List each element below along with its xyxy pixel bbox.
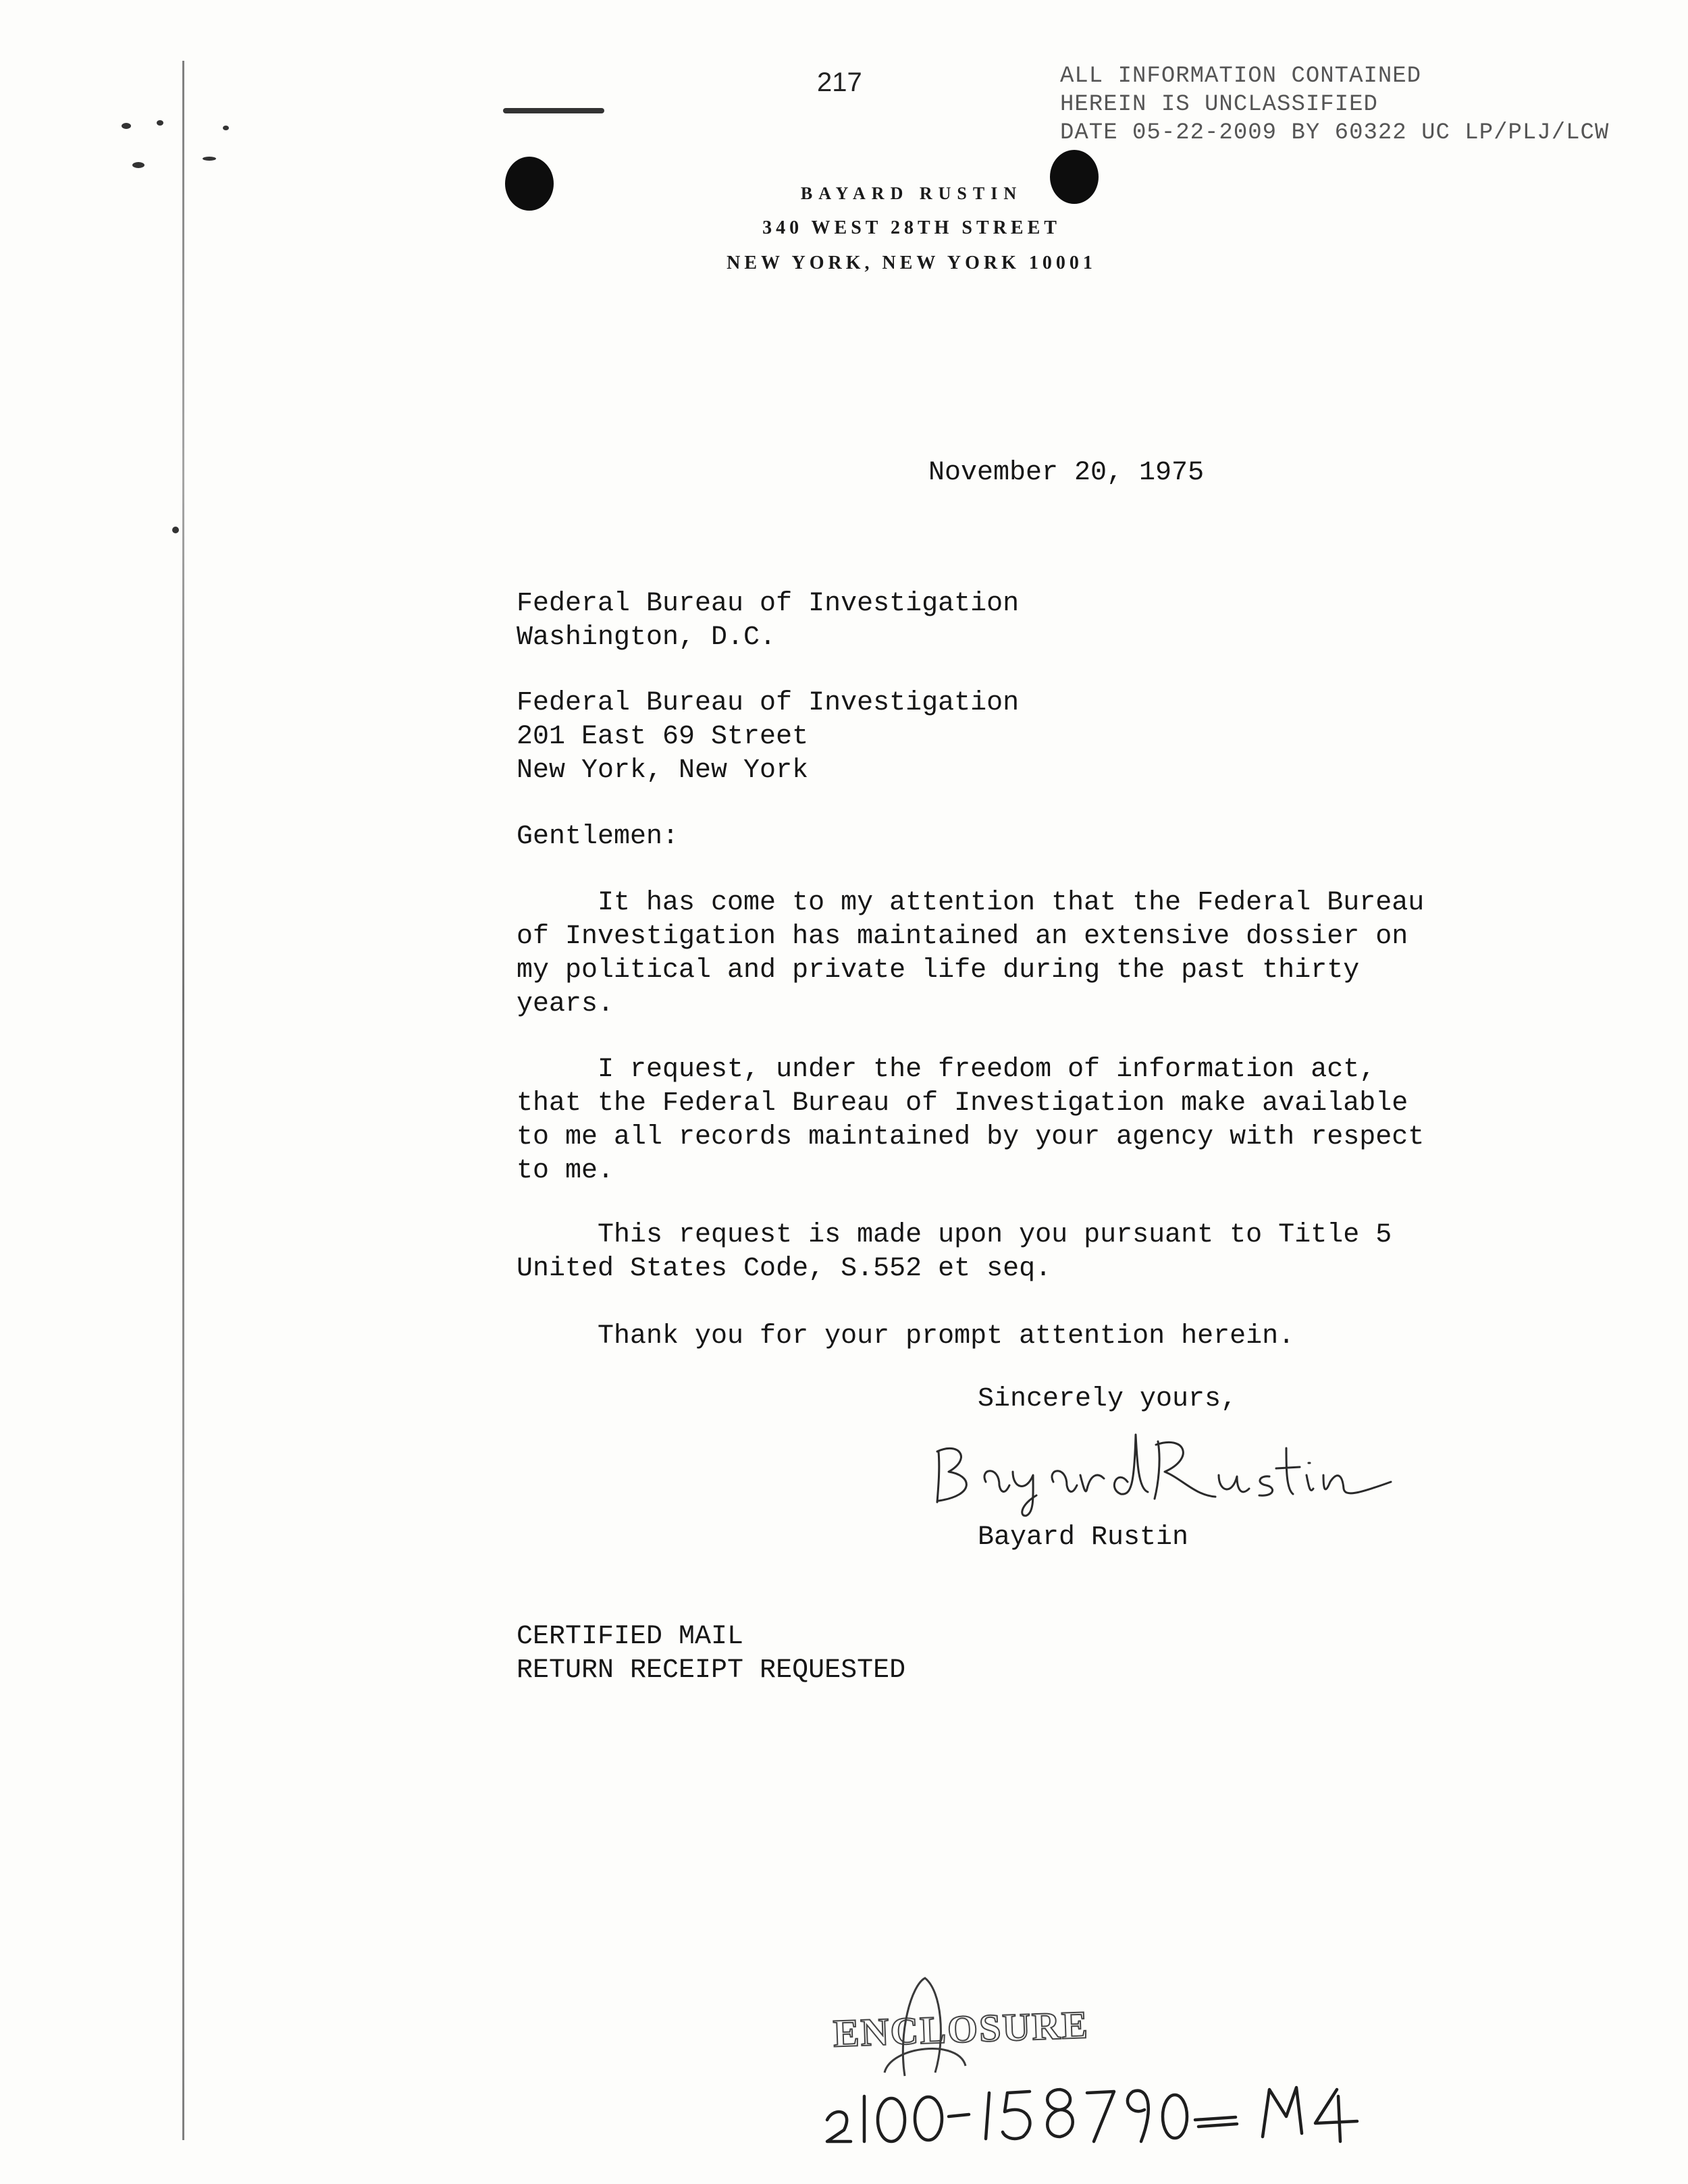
pen-mark	[503, 108, 604, 113]
file-number-stroke	[878, 2098, 905, 2141]
recipient-2-line-3: New York, New York	[517, 755, 809, 786]
scan-speck	[223, 126, 229, 130]
paragraph-2	[517, 1053, 1424, 1188]
scan-speck	[172, 527, 179, 533]
file-number-stroke	[986, 2093, 989, 2139]
file-number-stroke	[915, 2097, 942, 2140]
signature-stroke	[1052, 1471, 1077, 1492]
mailing-line-1: CERTIFIED MAIL	[517, 1622, 744, 1652]
handwritten-signature	[918, 1421, 1431, 1522]
letterhead	[608, 177, 1215, 281]
scan-speck	[157, 120, 163, 126]
paragraph-3-line: United States Code, S.552 et seq.	[517, 1254, 1052, 1284]
signature-stroke	[937, 1448, 966, 1501]
signature-stroke	[1307, 1463, 1313, 1490]
file-number-stroke	[1003, 2092, 1030, 2139]
letterhead-name: BAYARD RUSTIN	[800, 184, 1023, 203]
stamp-line-2: HEREIN IS UNCLASSIFIED	[1060, 92, 1378, 117]
paragraph-1-line: It has come to my attention that the Federal Bureau	[517, 888, 1425, 918]
file-number-stroke	[1047, 2089, 1073, 2137]
signature-stroke	[1276, 1448, 1300, 1494]
signature-stroke	[1114, 1435, 1148, 1494]
file-number-stamp	[824, 1965, 1431, 2154]
paragraph-4	[517, 1320, 1294, 1354]
signer-name: Bayard Rustin	[978, 1522, 1189, 1553]
paragraph-2-line: I request, under the freedom of information act,	[517, 1055, 1376, 1085]
file-number-stroke	[949, 2114, 969, 2116]
file-number-stroke	[1315, 2089, 1357, 2141]
recipient-block-2	[517, 687, 1019, 788]
paragraph-3-line: This request is made upon you pursuant to Title 5	[517, 1220, 1392, 1250]
signature-stroke	[1323, 1475, 1391, 1493]
recipient-1-line-2: Washington, D.C.	[517, 622, 776, 653]
signature-stroke	[1080, 1475, 1104, 1491]
paragraph-2-line: to me all records maintained by your agency with respect	[517, 1122, 1425, 1152]
recipient-2-line-1: Federal Bureau of Investigation	[517, 688, 1020, 718]
file-number-stroke	[1087, 2092, 1114, 2141]
paragraph-2-line: to me.	[517, 1156, 614, 1186]
paragraph-3	[517, 1219, 1392, 1286]
stamp-line-1: ALL INFORMATION CONTAINED	[1060, 63, 1422, 89]
enclosure-stamp: ENCLOSURE	[832, 2002, 1090, 2056]
signature-stroke	[1013, 1472, 1036, 1516]
paragraph-1-line: of Investigation has maintained an extensive dossier on	[517, 922, 1408, 952]
recipient-block-1	[517, 587, 1019, 655]
letter-date: November 20, 1975	[928, 458, 1205, 488]
paragraph-1	[517, 886, 1424, 1021]
recipient-2-line-2: 201 East 69 Street	[517, 722, 809, 752]
signature-stroke	[1259, 1476, 1273, 1495]
declassification-stamp	[1060, 62, 1609, 147]
punch-hole	[505, 157, 554, 211]
mailing-line-2: RETURN RECEIPT REQUESTED	[517, 1655, 906, 1686]
file-number-stroke	[1163, 2095, 1187, 2138]
file-number-stroke	[1195, 2117, 1237, 2127]
stamp-line-3: DATE 05-22-2009 BY 60322 UC LP/PLJ/LCW	[1060, 120, 1610, 146]
paragraph-4-line: Thank you for your prompt attention herein.	[517, 1321, 1295, 1352]
salutation: Gentlemen:	[517, 822, 679, 852]
page-number: 217	[817, 68, 862, 97]
file-number-stroke	[1263, 2087, 1302, 2137]
letterhead-city: NEW YORK, NEW YORK 10001	[727, 252, 1097, 273]
file-number-stroke	[1128, 2091, 1149, 2141]
signature-stroke	[937, 1451, 939, 1502]
recipient-1-line-1: Federal Bureau of Investigation	[517, 589, 1020, 619]
paragraph-1-line: years.	[517, 989, 614, 1019]
scan-speck	[203, 157, 216, 161]
paragraph-1-line: my political and private life during the past thirty	[517, 955, 1360, 986]
signature-stroke	[984, 1471, 1009, 1492]
mailing-instructions	[517, 1620, 905, 1688]
letterhead-street: 340 WEST 28TH STREET	[762, 217, 1061, 238]
file-number-stroke	[827, 2112, 851, 2141]
binding-margin-line	[182, 61, 184, 2140]
scan-speck	[122, 123, 131, 129]
signature-stroke	[1155, 1441, 1215, 1499]
paragraph-2-line: that the Federal Bureau of Investigation make available	[517, 1088, 1408, 1119]
signature-stroke	[1219, 1475, 1249, 1492]
scan-speck	[132, 162, 144, 168]
closing: Sincerely yours,	[978, 1384, 1238, 1414]
